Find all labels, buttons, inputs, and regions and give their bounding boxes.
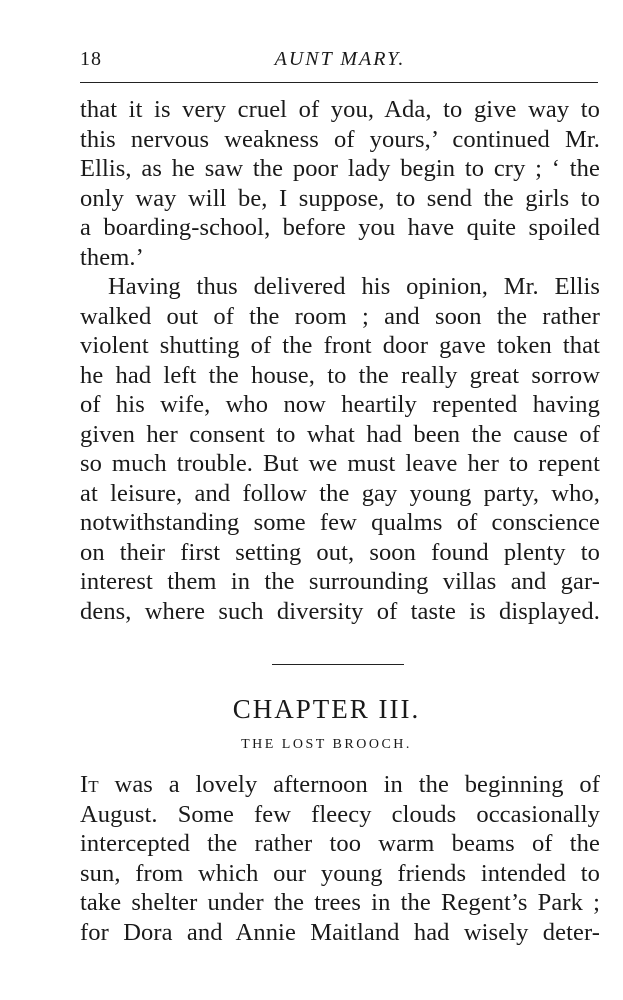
running-title: AUNT MARY. xyxy=(274,48,406,70)
text-line: walked out of the room ; and soon the rather xyxy=(80,302,600,330)
opening-word: It xyxy=(80,771,99,798)
header-rule xyxy=(80,82,598,83)
paragraph-2 xyxy=(80,272,600,626)
text-line: for Dora and Annie Maitland had wisely deter- xyxy=(80,918,600,946)
text-line: intercepted the rather too warm beams of the xyxy=(80,830,600,857)
chapter-title: CHAPTER III. xyxy=(232,694,421,724)
text-line: only way will be, I suppose, to send the girls to xyxy=(80,184,600,212)
text-line: so much trouble. But we must leave her to repent xyxy=(80,450,600,477)
text-line: Ellis, as he saw the poor lady begin to cry ; ‘ the xyxy=(80,155,600,182)
first-line-rest: was a lovely afternoon in the beginning of xyxy=(98,771,600,798)
text-line: that it is very cruel of you, Ada, to give way to xyxy=(80,96,600,123)
paragraph-1 xyxy=(80,95,600,272)
text-line: on their first setting out, soon found plenty to xyxy=(80,538,600,566)
text-line: sun, from which our young friends intended to xyxy=(80,859,600,887)
page-number: 18 xyxy=(80,48,102,70)
text-line: Having thus delivered his opinion, Mr. Ellis xyxy=(108,273,600,300)
text-line: notwithstanding some few qualms of conscience xyxy=(80,509,600,536)
text-line: them.’ xyxy=(80,243,144,271)
paragraph-3 xyxy=(80,770,600,947)
text-line: this nervous weakness of yours,’ continued Mr. xyxy=(80,125,600,153)
section-divider xyxy=(272,664,404,665)
text-line xyxy=(80,770,600,800)
page-header xyxy=(80,48,600,78)
text-line: take shelter under the trees in the Regent’s Park ; xyxy=(80,889,600,916)
text-line: he had left the house, to the really great sorrow xyxy=(80,361,600,389)
chapter-subtitle: THE LOST BROOCH. xyxy=(241,737,412,752)
text-line: August. Some few fleecy clouds occasionally xyxy=(80,800,600,828)
text-line: given her consent to what had been the cause of xyxy=(80,420,600,448)
text-line: of his wife, who now heartily repented having xyxy=(80,391,600,418)
text-line: a boarding-school, before you have quite spoiled xyxy=(80,214,600,241)
text-line: dens, where such diversity of taste is displayed. xyxy=(80,597,600,625)
text-line: interest them in the surrounding villas and gar- xyxy=(80,568,600,595)
text-line: violent shutting of the front door gave token that xyxy=(80,332,600,359)
text-line: at leisure, and follow the gay young party, who, xyxy=(80,479,600,507)
